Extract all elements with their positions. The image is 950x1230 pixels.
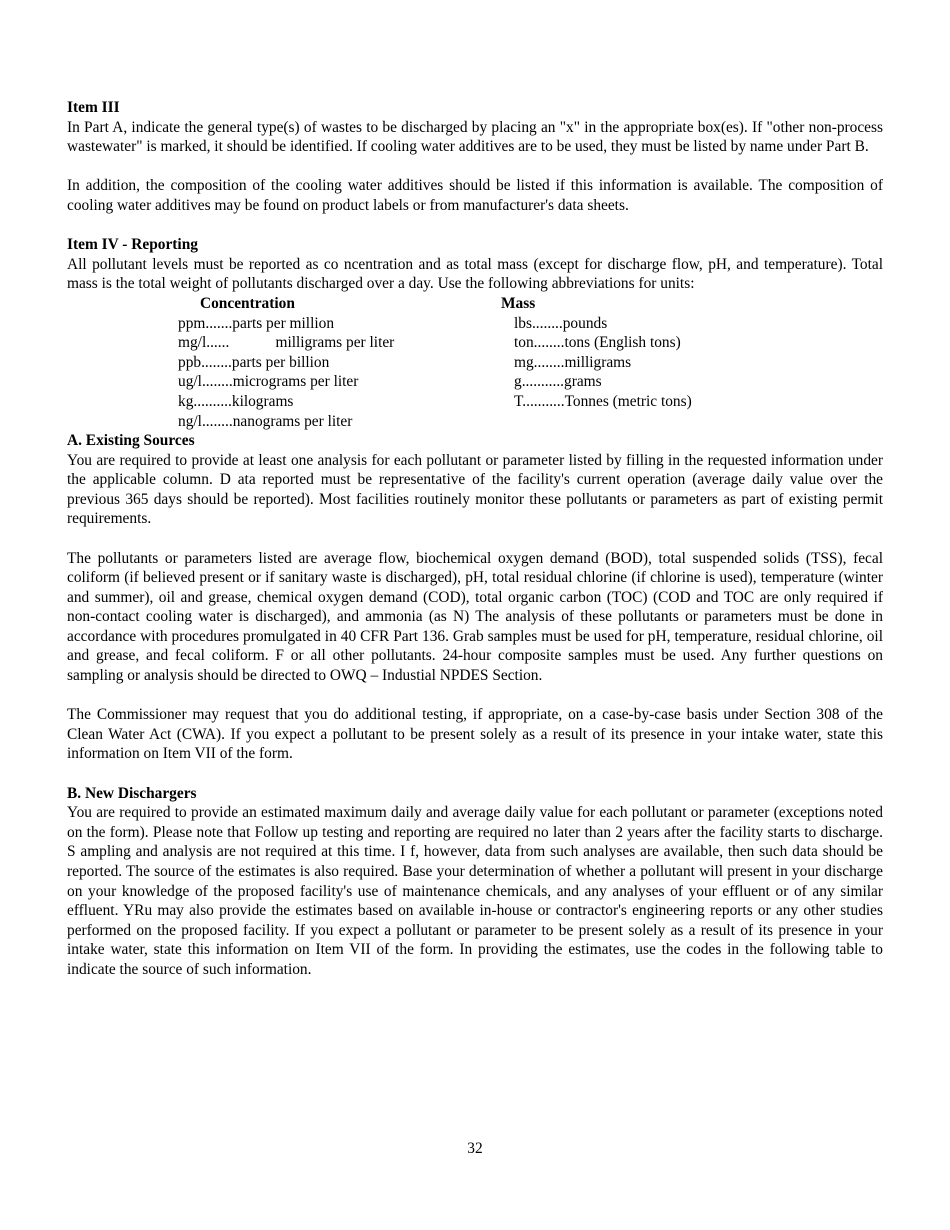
concentration-header: Concentration (200, 294, 295, 312)
concentration-row: mg/l...... milligrams per liter (178, 334, 395, 352)
partA-paragraph-3: The Commissioner may request that you do additional testing, if appropriate, on a case-by-case basis under Section 308 of the Clean Water Act (CWA). If you expect a pollutant to be present solely as a result of its presence in your intake water, state this information on Item VII of the form. (67, 706, 883, 763)
partA-paragraph-1: You are required to provide at least one analysis for each pollutant or parameter listed by filling in the requested information under the applicable column. D ata reported must be representative of the facility's current operation (average daily value over the previous 365 days should be reported). Most facilities routinely monitor these pollutants or parameters as part of existing permit requirements. (67, 451, 883, 528)
mass-row: g...........grams (514, 373, 602, 391)
item3-heading: Item III (67, 99, 120, 116)
mass-row: mg........milligrams (514, 353, 632, 371)
item4-heading: Item IV - Reporting (67, 236, 198, 254)
document-body (67, 98, 883, 980)
item3-paragraph-2: In addition, the composition of the cooling water additives should be listed if this information is available. The composition of cooling water additives may be found on product labels or from manufacturer's data sheets. (67, 177, 883, 214)
mass-row: lbs........pounds (514, 314, 608, 332)
partA-heading: A. Existing Sources (67, 431, 195, 449)
mass-row: T...........Tonnes (metric tons) (514, 392, 692, 410)
mass-column (501, 294, 692, 412)
partB-heading: B. New Dischargers (67, 784, 197, 802)
concentration-row: ng/l........nanograms per liter (178, 412, 353, 430)
mass-header: Mass (501, 294, 536, 312)
concentration-column (178, 294, 394, 431)
partB-paragraph-1: You are required to provide an estimated maximum daily and average daily value for each pollutant or parameter (exceptions noted on the form). Please note that Follow up testing and reporting are required no later than 2 years after the facility starts to discharge. S ampling and analysis are not required at this time. I f, however, data from such analyses are available, then such data should be reported. The source of the estimates is also required. Base your determination of whether a pollutant will present in your discharge on your knowledge of the proposed facility's use of maintenance chemicals, and any analyses of your effluent or of any similar effluent. YRu may also provide the estimates based on available in-house or contractor's engineering reports or any other studies performed on the proposed facility. If you expect a pollutant or parameter to be present solely as a result of its presence in your intake water, state this information on Item VII of the form. In providing the estimates, use the codes in the following table to indicate the source of such information. (67, 804, 883, 978)
mass-row: ton........tons (English tons) (514, 334, 681, 352)
concentration-row: kg..........kilograms (178, 392, 294, 410)
item4-paragraph-1: All pollutant levels must be reported as co ncentration and as total mass (except for discharge flow, pH, and temperature). Total mass is the total weight of pollutants discharged over a day. Use the following abbreviations for units: (67, 255, 883, 293)
page-number: 32 (467, 1140, 483, 1157)
concentration-row: ug/l........micrograms per liter (178, 373, 359, 391)
concentration-row: ppb........parts per billion (178, 353, 330, 371)
concentration-row: ppm.......parts per million (178, 314, 335, 332)
units-table (67, 294, 883, 431)
partA-paragraph-2: The pollutants or parameters listed are average flow, biochemical oxygen demand (BOD), total suspended solids (TSS), fecal coliform (if believed present or if sanitary waste is discharged), pH, total residual chlorine (if chlorine is used), temperature (winter and summer), oil and grease, chemical oxygen demand (COD), total organic carbon (TOC) (COD and TOC are only required if non-contact cooling water is discharged), and ammonia (as N) The analysis of these pollutants or parameters must be done in accordance with procedures promulgated in 40 CFR Part 136. Grab samples must be used for pH, temperature, residual chlorine, oil and grease, and fecal coliform. F or all other pollutants. 24-hour composite samples must be used. Any further questions on sampling or analysis should be directed to OWQ – Industial NPDES Section. (67, 549, 883, 685)
item3-paragraph-1: In Part A, indicate the general type(s) of wastes to be discharged by placing an "x" in the appropriate box(es). If "other non-process wastewater" is marked, it should be identified. If cooling water additives are to be used, they must be listed by name under Part B. (67, 118, 883, 156)
